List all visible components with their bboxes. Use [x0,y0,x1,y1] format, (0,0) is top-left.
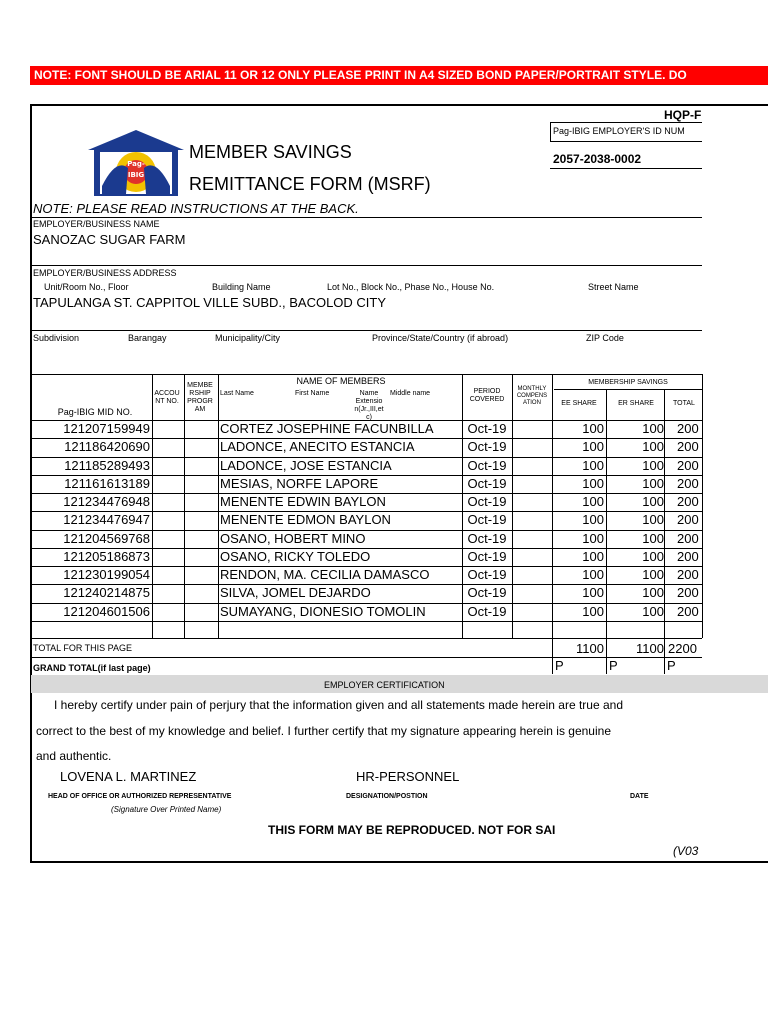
signature-label: (Signature Over Printed Name) [111,805,222,814]
divider [31,330,702,331]
member-total: 200 [677,530,699,546]
member-mid-no: 121204601506 [63,603,150,619]
header-membership-savings: MEMBERSHIP SAVINGS [588,379,668,386]
member-mid-no: 121234476948 [63,494,150,509]
address-zip-label: ZIP Code [586,333,624,343]
header-membership-program: MEMBE RSHIP PROGR AM [187,382,213,413]
member-period: Oct-19 [467,548,507,564]
member-total: 200 [677,457,699,473]
header-first-name: First Name [295,390,330,397]
divider [664,389,665,638]
address-unit-label: Unit/Room No., Floor [44,282,129,292]
form-code: HQP-F [664,108,702,122]
header-name-of-members: NAME OF MEMBERS [296,376,386,386]
certification-line1: I hereby certify under pain of perjury that the information given and all statements made herein are true and [54,698,623,712]
member-total: 200 [677,603,699,619]
member-er-share: 100 [642,567,664,582]
member-ee-share: 100 [582,548,604,564]
divider [512,374,513,638]
header-total: TOTAL [673,400,695,407]
member-period: Oct-19 [467,603,507,619]
header-name-extension: Name Extensio n(Jr.,III,et c) [354,390,384,421]
employer-address-label: EMPLOYER/BUSINESS ADDRESS [33,268,177,278]
pagibig-logo [86,128,186,198]
footer-notice: THIS FORM MAY BE REPRODUCED. NOT FOR SAI [268,823,556,837]
divider [554,389,702,390]
divider [606,638,607,674]
member-ee-share: 100 [582,585,604,601]
member-er-share: 100 [642,439,664,455]
total-page-label: TOTAL FOR THIS PAGE [33,643,133,653]
grand-total-label: GRAND TOTAL(if last page) [33,663,151,673]
member-period: Oct-19 [467,585,507,601]
member-er-share: 100 [642,494,664,509]
certification-line2: correct to the best of my knowledge and belief. I further certify that my signature appearing herein is genuine [36,724,611,738]
employer-id-label: Pag-IBIG EMPLOYER'S ID NUM [553,126,685,136]
total-page-ee: 1100 [576,641,604,656]
member-name: MENENTE EDWIN BAYLON [220,494,386,509]
member-name: MENENTE EDMON BAYLON [220,512,391,528]
address-subdivision-label: Subdivision [33,333,80,343]
member-mid-no: 121234476947 [63,512,150,528]
header-last-name: Last Name [220,390,254,397]
employer-address-value: TAPULANGA ST. CAPPITOL VILLE SUBD., BACOLOD CITY [33,295,387,310]
divider [550,122,551,142]
member-period: Oct-19 [467,439,507,455]
employer-id-value: 2057-2038-0002 [553,152,642,166]
certification-heading: EMPLOYER CERTIFICATION [324,680,445,690]
address-province-label: Province/State/Country (if abroad) [372,333,509,343]
member-ee-share: 100 [582,475,604,491]
member-period: Oct-19 [467,530,507,546]
member-mid-no: 121205186873 [63,548,150,564]
divider [664,638,665,674]
form-title-line1: MEMBER SAVINGS [189,142,352,162]
member-period: Oct-19 [467,457,507,473]
logo-text-top: Pag- [127,160,145,168]
divider [152,374,153,638]
member-name: SILVA, JOMEL DEJARDO [220,585,371,601]
grand-total-total: P [667,658,676,673]
address-barangay-label: Barangay [128,333,167,343]
member-ee-share: 100 [582,439,604,455]
member-name: LADONCE, JOSE ESTANCIA [220,457,392,473]
header-middle-name: Middle name [390,390,431,397]
header-mid-no: Pag-IBIG MID NO. [57,407,133,417]
divider [702,374,703,638]
certification-line3: and authentic. [36,749,112,763]
header-er-share: ER SHARE [618,400,654,407]
member-period: Oct-19 [467,421,507,436]
member-er-share: 100 [642,530,664,546]
member-mid-no: 121207159949 [63,421,150,436]
member-mid-no: 121204569768 [63,530,150,546]
member-period: Oct-19 [467,475,507,491]
member-er-share: 100 [642,512,664,528]
designation-label: DESIGNATION/POSTION [346,793,428,800]
member-period: Oct-19 [467,494,507,509]
member-period: Oct-19 [467,512,507,528]
address-street-label: Street Name [588,282,639,292]
print-instruction-text: NOTE: FONT SHOULD BE ARIAL 11 OR 12 ONLY PLEASE PRINT IN A4 SIZED BOND PAPER/PORTRAIT STYLE. DO [34,68,687,82]
divider [552,638,553,674]
divider [31,374,702,375]
member-ee-share: 100 [582,512,604,528]
signatory-name: LOVENA L. MARTINEZ [60,769,197,784]
signatory-designation: HR-PERSONNEL [356,769,460,784]
employer-name-value: SANOZAC SUGAR FARM [33,232,186,247]
divider [462,374,463,638]
member-total: 200 [677,494,699,509]
member-ee-share: 100 [582,530,604,546]
form-title-line2: REMITTANCE FORM (MSRF) [189,174,431,194]
employer-name-label: EMPLOYER/BUSINESS NAME [33,219,160,229]
grand-total-ee: P [555,658,564,673]
form-version: (V03 [673,844,699,858]
total-page-total: 2200 [668,641,697,656]
address-building-label: Building Name [212,282,271,292]
row-divider [31,621,702,622]
header-monthly-compensation: MONTHLY COMPENS ATION [516,386,548,406]
member-er-share: 100 [642,603,664,619]
instructions-note: NOTE: PLEASE READ INSTRUCTIONS AT THE BACK. [33,201,359,216]
address-municipality-label: Municipality/City [215,333,281,343]
divider [184,374,185,638]
member-mid-no: 121161613189 [64,475,150,491]
member-total: 200 [677,475,699,491]
member-mid-no: 121230199054 [63,567,150,582]
member-ee-share: 100 [582,494,604,509]
head-of-office-label: HEAD OF OFFICE OR AUTHORIZED REPRESENTATIVE [48,793,232,800]
member-ee-share: 100 [582,603,604,619]
member-total: 200 [677,567,699,582]
member-mid-no: 121185289493 [64,457,150,473]
grand-total-er: P [609,658,618,673]
logo-text-bottom: IBIG [127,171,145,179]
member-name: SUMAYANG, DIONESIO TOMOLIN [220,603,426,619]
divider [31,657,702,658]
header-account-no: ACCOU NT NO. [154,390,180,405]
member-name: CORTEZ JOSEPHINE FACUNBILLA [220,421,434,436]
header-ee-share: EE SHARE [561,400,597,407]
total-page-er: 1100 [636,641,664,656]
member-period: Oct-19 [467,567,507,582]
header-period-covered: PERIOD COVERED [469,388,505,403]
address-lot-label: Lot No., Block No., Phase No., House No. [327,282,495,292]
divider [218,374,219,638]
divider [31,638,702,639]
member-name: LADONCE, ANECITO ESTANCIA [220,439,415,455]
member-er-share: 100 [642,585,664,601]
member-name: RENDON, MA. CECILIA DAMASCO [220,567,430,582]
member-ee-share: 100 [582,421,604,436]
member-ee-share: 100 [582,567,604,582]
member-mid-no: 121186420690 [64,439,150,455]
member-total: 200 [677,585,699,601]
member-er-share: 100 [642,421,664,436]
member-name: OSANO, RICKY TOLEDO [220,548,371,564]
member-mid-no: 121240214875 [63,585,150,601]
divider [31,217,702,218]
member-er-share: 100 [642,475,664,491]
member-name: MESIAS, NORFE LAPORE [220,475,379,491]
member-total: 200 [677,512,699,528]
divider [550,141,702,142]
member-total: 200 [677,421,699,436]
member-name: OSANO, HOBERT MINO [220,530,366,546]
divider [31,265,702,266]
member-total: 200 [677,439,699,455]
member-er-share: 100 [642,457,664,473]
member-ee-share: 100 [582,457,604,473]
divider [550,122,702,123]
date-label: DATE [630,793,649,800]
member-total: 200 [677,548,699,564]
divider [550,168,702,169]
print-instruction-banner [30,66,768,85]
member-er-share: 100 [642,548,664,564]
